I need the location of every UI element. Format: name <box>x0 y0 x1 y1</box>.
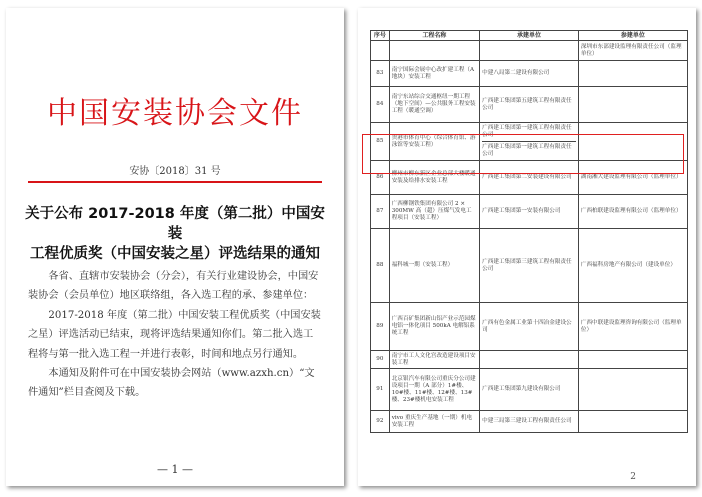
cell-name: 柳州市柳东新区企业总部大楼暖通安装及给排水安装工程 <box>389 161 479 195</box>
cell-participant <box>578 411 687 433</box>
cell-contractor: 广西有色金属工业第十四冶金建设公司 <box>480 303 579 351</box>
table-row <box>371 369 688 411</box>
cell-contractor: 中建八局第二建设有限公司 <box>480 61 579 87</box>
cell-participant <box>578 351 687 369</box>
header-name: 工程名称 <box>389 31 479 41</box>
table-row <box>371 229 688 303</box>
paragraph-website: 本通知及附件可在中国安装协会网站（www.azxh.cn）“文件通知”栏目查阅及下载。 <box>28 368 315 399</box>
table-row <box>371 411 688 433</box>
page-number-right: 2 <box>630 472 636 482</box>
row-85-highlight-box <box>362 134 684 174</box>
cell-participant: 湖南湘大建设监理有限公司（监理单位） <box>578 161 687 195</box>
notice-title-line-1: 关于公布 2017-2018 年度（第二批）中国安装 <box>25 206 325 242</box>
cell-no: 85 <box>371 123 390 161</box>
table-row <box>371 61 688 87</box>
cell-no <box>371 41 390 61</box>
cell-no: 84 <box>371 87 390 123</box>
contractor-line-2: 广西建工集团第一建筑工程有限责任公司 <box>482 144 572 157</box>
cell-contractor: 中建三局第三建设工程有限责任公司 <box>480 411 579 433</box>
document-red-title: 中国安装协会文件 <box>47 96 303 131</box>
cell-contractor <box>480 351 579 369</box>
cell-name: 福科城一期（安装工程） <box>389 229 479 303</box>
header-no: 序号 <box>371 31 390 41</box>
paragraph-results: 2017-2018 年度（第二批）中国安装工程优质奖（中国安装之星）评选活动已结束，现将评选结果通知你们。第二批入选工程将与第一批入选工程一并进行表彰，时间和地点另行通知。 <box>28 309 321 360</box>
cell-name: 贵港市体育中心（综合体育馆、游泳馆等安装工程） <box>389 123 479 161</box>
notice-title-line-2: 工程优质奖（中国安装之星）评选结果的通知 <box>30 246 320 262</box>
cell-name: vivo 重庆生产基地（一期）机电安装工程 <box>389 411 479 433</box>
cell-no: 86 <box>371 161 390 195</box>
cell-participant <box>578 369 687 411</box>
cell-no: 90 <box>371 351 390 369</box>
table-row <box>371 195 688 229</box>
notice-title <box>24 204 326 264</box>
red-divider <box>28 181 322 183</box>
cell-no: 87 <box>371 195 390 229</box>
header-participant: 参建单位 <box>578 31 687 41</box>
page-number: — 1 — <box>157 463 193 476</box>
contractor-line-1: 广西建工集团第一建筑工程有限责任公司 <box>482 125 576 142</box>
document-page-left <box>6 8 344 486</box>
cell-contractor: 广西建工集团第一安装有限公司 <box>480 195 579 229</box>
header-contractor: 承建单位 <box>480 31 579 41</box>
cell-no: 91 <box>371 369 390 411</box>
cell-participant: 深圳市东部建设监理有限责任公司（监理单位） <box>578 41 687 61</box>
cell-name <box>389 41 479 61</box>
cell-name: 南宁市工人文化宫改造建设项目安装工程 <box>389 351 479 369</box>
cell-contractor: 广西建工集团第三建筑工程有限责任公司 <box>480 229 579 303</box>
table-header-row <box>371 31 688 41</box>
cell-no: 88 <box>371 229 390 303</box>
cell-contractor: 广西建工集团第二安装建设有限公司 <box>480 161 579 195</box>
cell-no: 83 <box>371 61 390 87</box>
table-row <box>371 87 688 123</box>
cell-name: 北京银汽车有限公司重庆分公司建设项目一期（A 部分）1#楼、10#楼、11#楼、12#楼、13#楼、23#楼机电安装工程 <box>389 369 479 411</box>
cell-contractor: 广西建工集团第九建设有限公司 <box>480 369 579 411</box>
table-row <box>371 351 688 369</box>
cell-name: 广西百矿集团新山铝产业示范园煤电铝一体化项目 500kA 电解铝系统工程 <box>389 303 479 351</box>
cell-participant: 广西中联建设监理咨询有限公司（监理单位） <box>578 303 687 351</box>
table-row <box>371 303 688 351</box>
table-row <box>371 41 688 61</box>
document-number: 安协〔2018〕31 号 <box>129 166 221 177</box>
cell-no: 92 <box>371 411 390 433</box>
project-table <box>370 30 688 433</box>
cell-contractor <box>480 41 579 61</box>
document-page-right <box>358 8 696 486</box>
cell-contractor: 广西建工集团第五建筑工程有限责任公司 <box>480 87 579 123</box>
cell-no: 89 <box>371 303 390 351</box>
cell-name: 南宁东站综合交通枢纽一期工程（地下空间）—公共服务工程安装工程（暖通空调） <box>389 87 479 123</box>
notice-body <box>28 267 322 403</box>
paragraph-recipients: 各省、直辖市安装协会（分会），有关行业建设协会，中国安装协会（会员单位）地区联络组，各入选工程的承、参建单位： <box>28 271 319 302</box>
cell-participant <box>578 87 687 123</box>
cell-name: 广西柳钢铁集团有限公司 2 × 300MW 高（超）压煤气发电工程项目（安装工程） <box>389 195 479 229</box>
cell-participant: 广西福科房地产有限公司（建设单位） <box>578 229 687 303</box>
cell-participant: 广西柏联建设监理有限公司（监理单位） <box>578 195 687 229</box>
cell-name: 南宁国际会展中心改扩建工程（A地块）安装工程 <box>389 61 479 87</box>
cell-participant <box>578 61 687 87</box>
